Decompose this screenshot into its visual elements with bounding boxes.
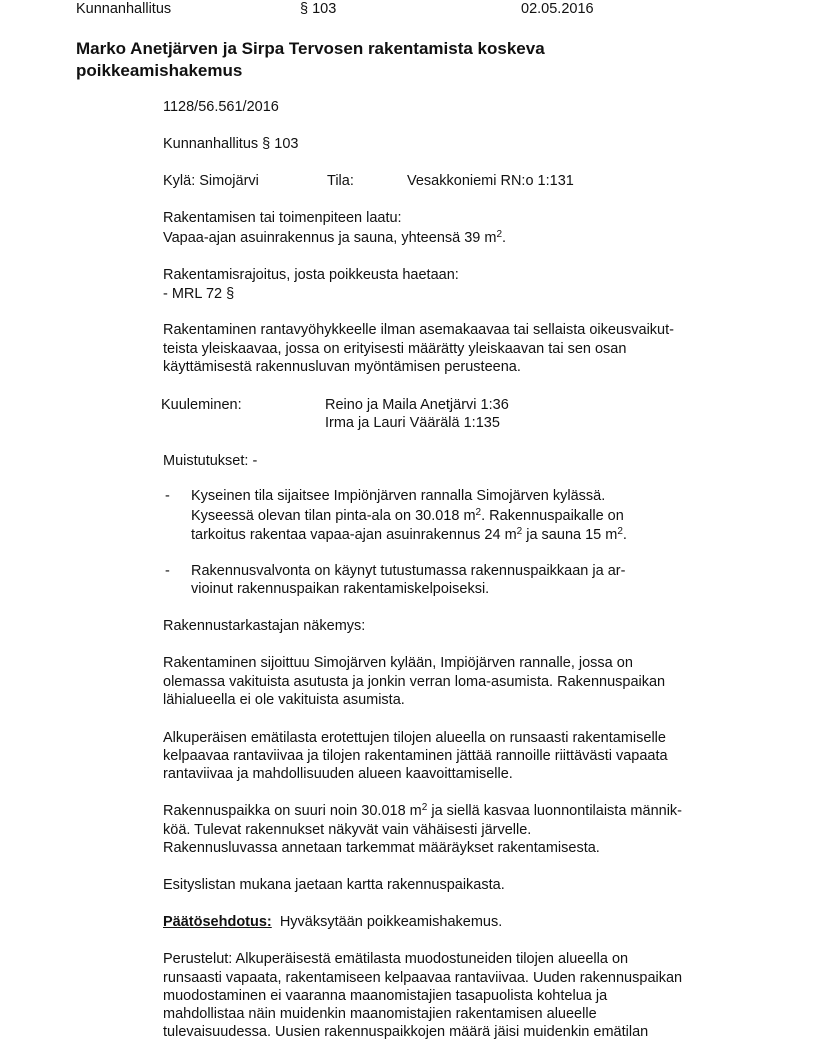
proposal-text: Hyväksytään poikkeamishakemus. (279, 914, 503, 930)
bullet-1-line: tarkoitus rakentaa vapaa-ajan asuinrakennus 24 $m^2$ ja sauna 15 $m^2$. (191, 526, 627, 543)
basis-line: Rakentaminen rantavyöhykkeelle ilman asemakaavaa tai sellaista oikeusvaikut- (163, 322, 674, 338)
village-label: Kylä: Simojärvi (163, 173, 259, 189)
inspector-heading: Rakennustarkastajan näkemys: (163, 618, 366, 634)
para3-line: Rakennusluvassa annetaan tarkemmat määräykset rakentamisesta. (163, 840, 600, 856)
para1-line: olemassa vakituista asutusta ja jonkin verran loma-asumista. Rakennuspaikan (163, 674, 666, 690)
page-title-line2: poikkeamishakemus (76, 61, 243, 80)
para2-line: Alkuperäisen emätilasta erotettujen tilojen alueella on runsaasti rakentamiselle (163, 730, 666, 746)
doc-number: 1128/56.561/2016 (163, 99, 279, 115)
proposal (163, 913, 502, 932)
remarks: Muistutukset: - (163, 453, 258, 469)
grounds-line: tulevaisuudessa. Uusien rakennuspaikkojen määrä jäisi muidenkin emätilan (163, 1024, 649, 1040)
para3-line: Rakennuspaikka on suuri noin 30.018 $m^2$ ja siellä kasvaa luonnontilaista männik- (163, 802, 683, 819)
bullet-1-line: Kyseinen tila sijaitsee Impiönjärven rannalla Simojärven kylässä. (191, 488, 606, 504)
header-organ: Kunnanhallitus (76, 1, 172, 17)
bullet-2-line: Rakennusvalvonta on käynyt tutustumassa rakennuspaikkaan ja ar- (191, 563, 626, 579)
estate-label: Tila: (327, 173, 354, 189)
para2-line: rantaviivaa ja mahdollisuuden alueen kaavoittamiselle. (163, 766, 513, 782)
estate-value: Vesakkoniemi RN:o 1:131 (407, 173, 574, 189)
bullet-dash: - (165, 563, 170, 579)
page-title-line1: Marko Anetjärven ja Sirpa Tervosen rakentamista koskeva (76, 39, 545, 58)
para3-line: köä. Tulevat rakennukset näkyvät vain vähäisesti järvelle. (163, 822, 532, 838)
para1-line: lähialueella ei ole vakituista asumista. (163, 692, 405, 708)
bullet-1-line: Kyseessä olevan tilan pinta-ala on 30.018 $m^2$. Rakennuspaikalle on (191, 507, 624, 524)
grounds-line: runsaasti vapaata, rakentamiseen kelpaavaa rantaviivaa. Uuden rakennuspaikan (163, 970, 683, 986)
para1-line: Rakentaminen sijoittuu Simojärven kylään, Impiöjärven rannalle, jossa on (163, 655, 633, 671)
hearing-name: Irma ja Lauri Väärälä 1:135 (325, 415, 500, 431)
hearing-label: Kuuleminen: (161, 397, 242, 413)
grounds-line: Perustelut: Alkuperäisestä emätilasta muodostuneiden tilojen alueella on (163, 951, 629, 967)
hearing-name: Reino ja Maila Anetjärvi 1:36 (325, 397, 509, 413)
proposal-label: Päätösehdotus: (163, 914, 272, 930)
header-section: § 103 (300, 1, 337, 17)
restriction-value: - MRL 72 § (163, 286, 235, 302)
construction-type-label: Rakentamisen tai toimenpiteen laatu: (163, 210, 402, 226)
organ-section: Kunnanhallitus § 103 (163, 136, 299, 152)
header-date: 02.05.2016 (521, 1, 594, 17)
basis-line: teista yleiskaavaa, jossa on erityisesti määrätty yleiskaavan tai sen osan (163, 341, 627, 357)
map-note: Esityslistan mukana jaetaan kartta rakennuspaikasta. (163, 877, 505, 893)
bullet-2-line: vioinut rakennuspaikan rakentamiskelpoiseksi. (191, 581, 490, 597)
grounds-line: mahdollistaa näin muidenkin maanomistajien rakentamisen alueelle (163, 1006, 597, 1022)
basis-line: käyttämisestä rakennusluvan myöntämisen perusteena. (163, 359, 521, 375)
grounds-line: muodostaminen ei vaaranna maanomistajien tasapuolista kohtelua ja (163, 988, 608, 1004)
bullet-dash: - (165, 488, 170, 504)
construction-type-value: Vapaa-ajan asuinrakennus ja sauna, yhteensä 39 $m^2$. (163, 229, 507, 246)
para2-line: kelpaavaa rantaviivaa ja tilojen rakentaminen jättää rannoille riittävästi vapaata (163, 748, 668, 764)
restriction-label: Rakentamisrajoitus, josta poikkeusta haetaan: (163, 267, 459, 283)
